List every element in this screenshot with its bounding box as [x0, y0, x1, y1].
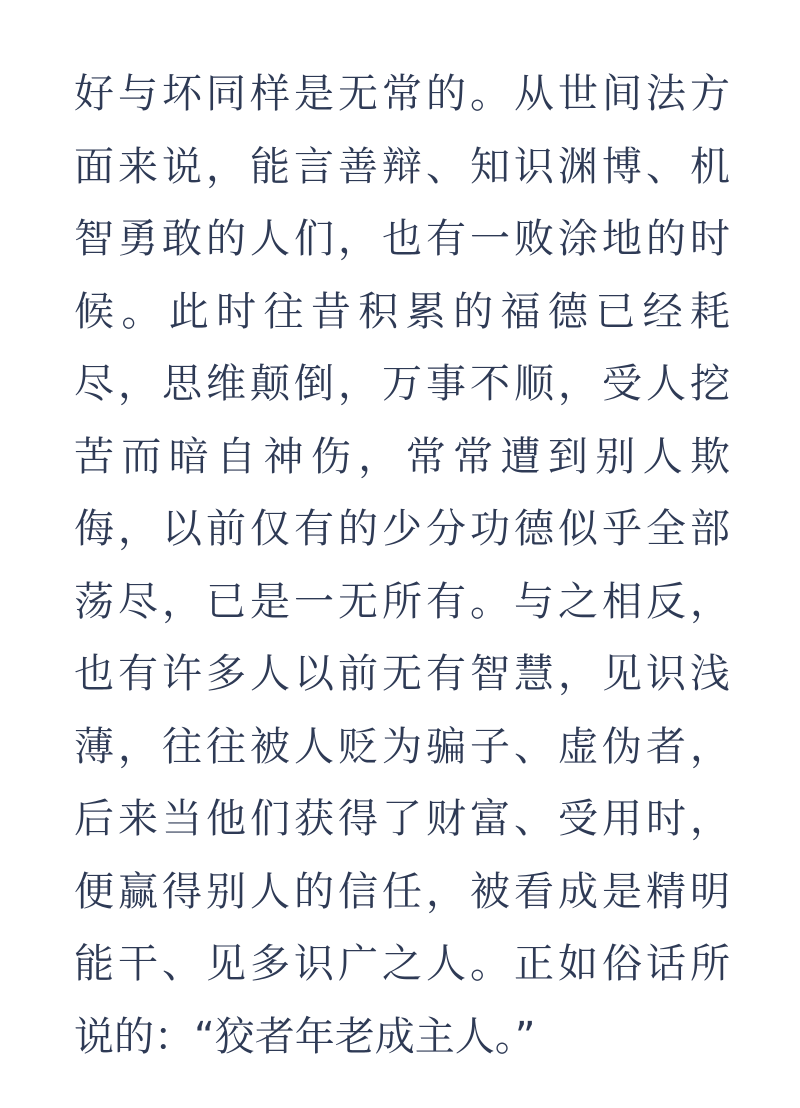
text-line: 候。此时往昔积累的福德已经耗 [74, 288, 730, 335]
text-line: 薄，往往被人贬为骗子、虚伪者， [74, 723, 730, 770]
article-body [74, 58, 730, 1073]
text-line: 好与坏同样是无常的。从世间法方 [74, 71, 730, 117]
text-line-final: 说的：“狡者年老成主人。” [74, 1013, 536, 1060]
text-line: 能干、见多识广之人。正如俗话所 [74, 941, 730, 987]
text-line: 荡尽，已是一无所有。与之相反， [74, 578, 730, 625]
text-line: 苦而暗自神伤，常常遭到别人欺 [74, 433, 730, 480]
text-line: 尽，思维颠倒，万事不顺，受人挖 [74, 361, 730, 407]
text-line: 智勇敢的人们，也有一败涂地的时 [74, 216, 730, 262]
text-line: 也有许多人以前无有智慧，见识浅 [74, 651, 730, 697]
text-line: 侮，以前仅有的少分功德似乎全部 [74, 506, 730, 552]
text-line: 便赢得别人的信任，被看成是精明 [74, 868, 730, 915]
text-line: 后来当他们获得了财富、受用时， [74, 796, 730, 842]
text-line: 面来说，能言善辩、知识渊博、机 [74, 143, 730, 190]
